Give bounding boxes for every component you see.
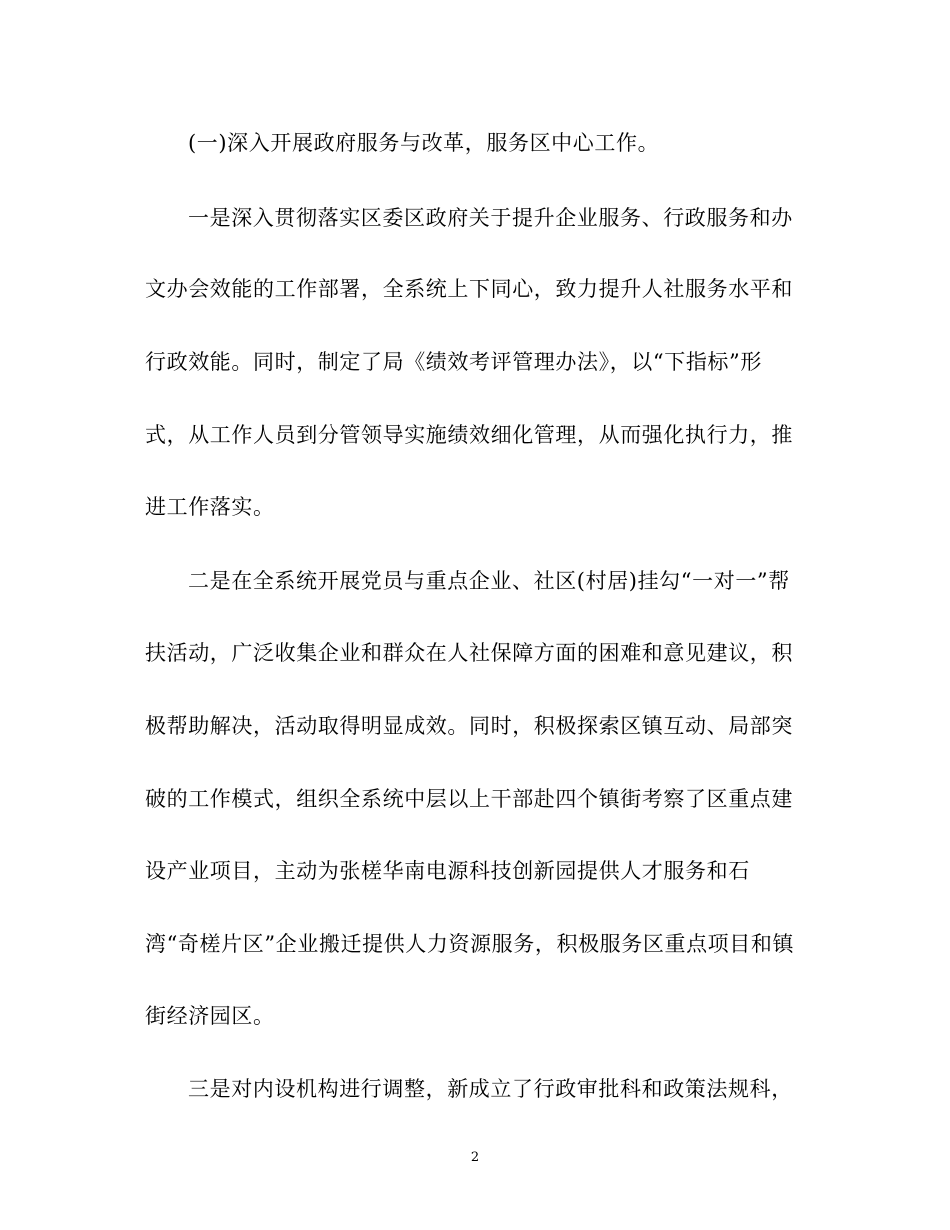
paragraph-line: 街经济园区。 <box>145 1004 275 1028</box>
paragraph-line: 二是在全系统开展党员与重点企业、社区(村居)挂勾“一对一”帮 <box>188 569 790 593</box>
paragraph-line: 极帮助解决，活动取得明显成效。同时，积极探索区镇互动、局部突 <box>145 714 793 738</box>
paragraph-line: 设产业项目，主动为张槎华南电源科技创新园提供人才服务和石 <box>145 859 750 883</box>
heading-line: (一)深入开展政府服务与改革，服务区中心工作。 <box>188 131 660 155</box>
paragraph-line: 扶活动，广泛收集企业和群众在人社保障方面的困难和意见建议，积 <box>145 641 793 665</box>
paragraph-line: 破的工作模式，组织全系统中层以上干部赴四个镇街考察了区重点建 <box>145 787 793 811</box>
page-number: 2 <box>470 1150 480 1165</box>
paragraph-line: 一是深入贯彻落实区委区政府关于提升企业服务、行政服务和办 <box>188 206 793 230</box>
paragraph-line: 行政效能。同时，制定了局《绩效考评管理办法》，以“下指标”形 <box>145 350 762 374</box>
paragraph-line: 进工作落实。 <box>145 495 275 519</box>
paragraph-line: 式，从工作人员到分管领导实施绩效细化管理，从而强化执行力，推 <box>145 423 793 447</box>
paragraph-line: 三是对内设机构进行调整，新成立了行政审批科和政策法规科， <box>188 1077 793 1101</box>
paragraph-line: 文办会效能的工作部署，全系统上下同心，致力提升人社服务水平和 <box>145 277 793 301</box>
paragraph-line: 湾“奇槎片区”企业搬迁提供人力资源服务，积极服务区重点项目和镇 <box>145 932 795 956</box>
